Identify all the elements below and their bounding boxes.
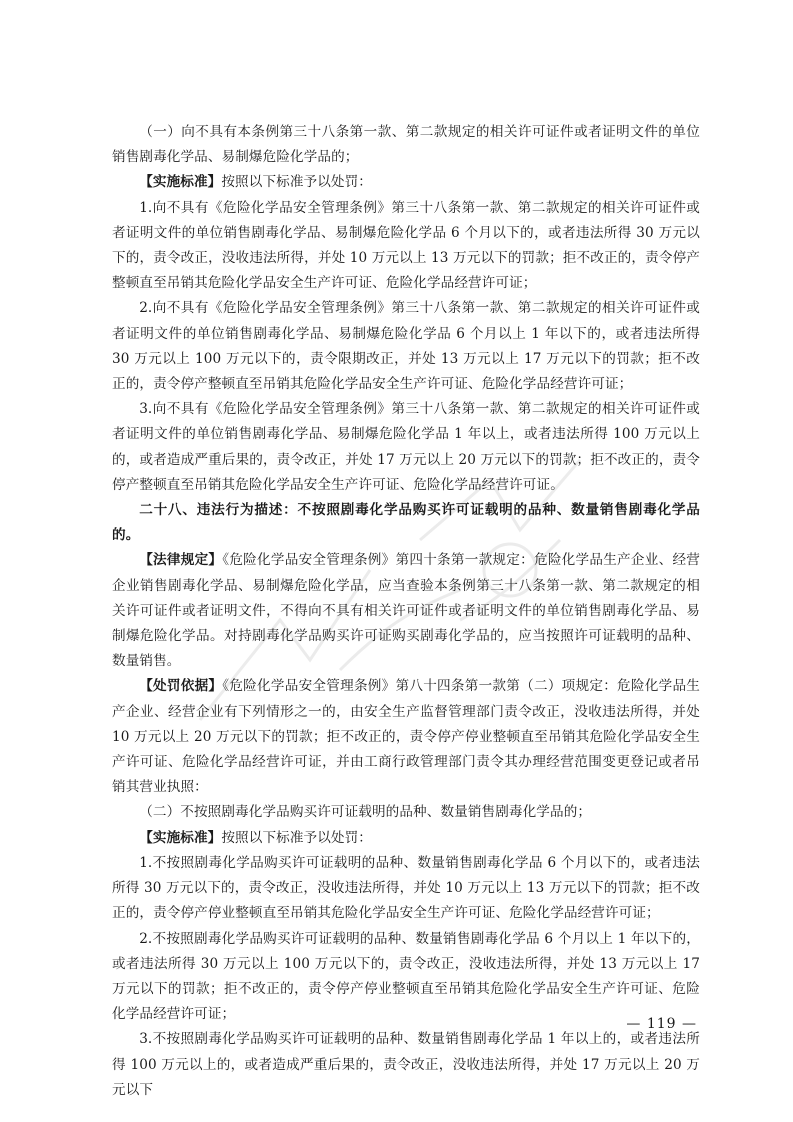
paragraph-text: 3.向不具有《危险化学品安全管理条例》第三十八条第一款、第二款规定的相关许可证件或者证明文件的单位销售剧毒化学品、易制爆危险化学品 1 年以上，或者违法所得 100 万元以上的，或者造成严重后果的，责令改正，并处 17 万元以上 20 万元以下的罚款；拒不改正的，责令停产整顿直至吊销其危险化学品安全生产许可证、危险化学品经营许可证。 [112,401,700,493]
paragraph-text: 2.向不具有《危险化学品安全管理条例》第三十八条第一款、第二款规定的相关许可证件或者证明文件的单位销售剧毒化学品、易制爆危险化学品 6 个月以上 1 年以下的，或者违法所得 30 万元以上 100 万元以下的，责令限期改正，并处 13 万元以上 17 万元以下的罚款；拒不改正的，责令停产整顿直至吊销其危险化学品安全生产许可证、危险化学品经营许可证； [112,300,700,393]
paragraph-text: 1.向不具有《危险化学品安全管理条例》第三十八条第一款、第二款规定的相关许可证件或者证明文件的单位销售剧毒化学品、易制爆危险化学品 6 个月以下的，或者违法所得 30 万元以下的，责令改正，没收违法所得，并处 10 万元以上 13 万元以下的罚款；拒不改正的，责令停产整顿直至吊销其危险化学品安全生产许可证、危险化学品经营许可证； [112,199,700,292]
paragraph-text: （二）不按照剧毒化学品购买许可证载明的品种、数量销售剧毒化学品的； [139,804,592,821]
paragraph-3 [112,196,700,297]
paragraph-9 [112,800,700,825]
paragraph-text: 《危险化学品安全管理条例》第八十四条第一款第（二）项规定：危险化学品生产企业、经营企业有下列情形之一的，由安全生产监督管理部门责令改正，没收违法所得，并处 10 万元以上 20 万元以下的罚款；拒不改正的，责令停产停业整顿直至吊销其危险化学品安全生产许可证、危险化学品经营许可证，并由工商行政管理部门责令其办理经营范围变更登记或者吊销其营业执照： [112,678,700,796]
document-body [112,120,700,1103]
section-label: 【实施标准】 [139,174,222,191]
paragraph-text: 1.不按照剧毒化学品购买许可证载明的品种、数量销售剧毒化学品 6 个月以下的，或者违法所得 30 万元以下的，责令改正，没收违法所得，并处 10 万元以上 13 万元以下的罚款；拒不改正的，责令停产停业整顿直至吊销其危险化学品安全生产许可证、危险化学品经营许可证； [112,854,700,922]
paragraph-2 [112,170,700,195]
section-label: 【实施标准】 [139,829,222,846]
paragraph-text: 按照以下标准予以处罚： [221,829,372,846]
paragraph-13 [112,1027,700,1103]
paragraph-12 [112,927,700,1028]
paragraph-text: 3.不按照剧毒化学品购买许可证载明的品种、数量销售剧毒化学品 1 年以上的，或者违法所得 100 万元以上的，或者造成严重后果的，责令改正，没收违法所得，并处 17 万元以上 20 万元以下 [112,1031,700,1098]
section-label: 【处罚依据】 [139,678,223,695]
paragraph-text: 按照以下标准予以处罚： [221,174,372,191]
paragraph-text: 2.不按照剧毒化学品购买许可证载明的品种、数量销售剧毒化学品 6 个月以上 1 年以下的，或者违法所得 30 万元以上 100 万元以下的，责令改正，没收违法所得，并处 13 万元以上 17 万元以下的罚款；拒不改正的，责令停产停业整顿直至吊销其危险化学品安全生产许可证、危险化学品经营许可证； [112,930,700,1023]
section-heading-text: 二十八、违法行为描述：不按照剧毒化学品购买许可证载明的品种、数量销售剧毒化学品的。 [112,502,700,544]
paragraph-8 [112,674,700,800]
paragraph-4 [112,296,700,397]
page-number: — 119 — [626,1016,697,1032]
section-heading [112,498,700,548]
paragraph-11 [112,851,700,927]
paragraph-text: 《危险化学品安全管理条例》第四十条第一款规定：危险化学品生产企业、经营企业销售剧毒化学品、易制爆危险化学品，应当查验本条例第三十八条第一款、第二款规定的相关许可证件或者证明文件，不得向不具有相关许可证件或者证明文件的单位销售剧毒化学品、易制爆危险化学品。对持剧毒化学品购买许可证购买剧毒化学品的，应当按照许可证载明的品种、数量销售。 [112,552,700,670]
paragraph-5 [112,397,700,498]
paragraph-1 [112,120,700,170]
section-label: 【法律规定】 [139,552,223,569]
paragraph-10 [112,826,700,851]
paragraph-text: （一）向不具有本条例第三十八条第一款、第二款规定的相关许可证件或者证明文件的单位销售剧毒化学品、易制爆危险化学品的； [112,124,700,166]
paragraph-7 [112,548,700,674]
